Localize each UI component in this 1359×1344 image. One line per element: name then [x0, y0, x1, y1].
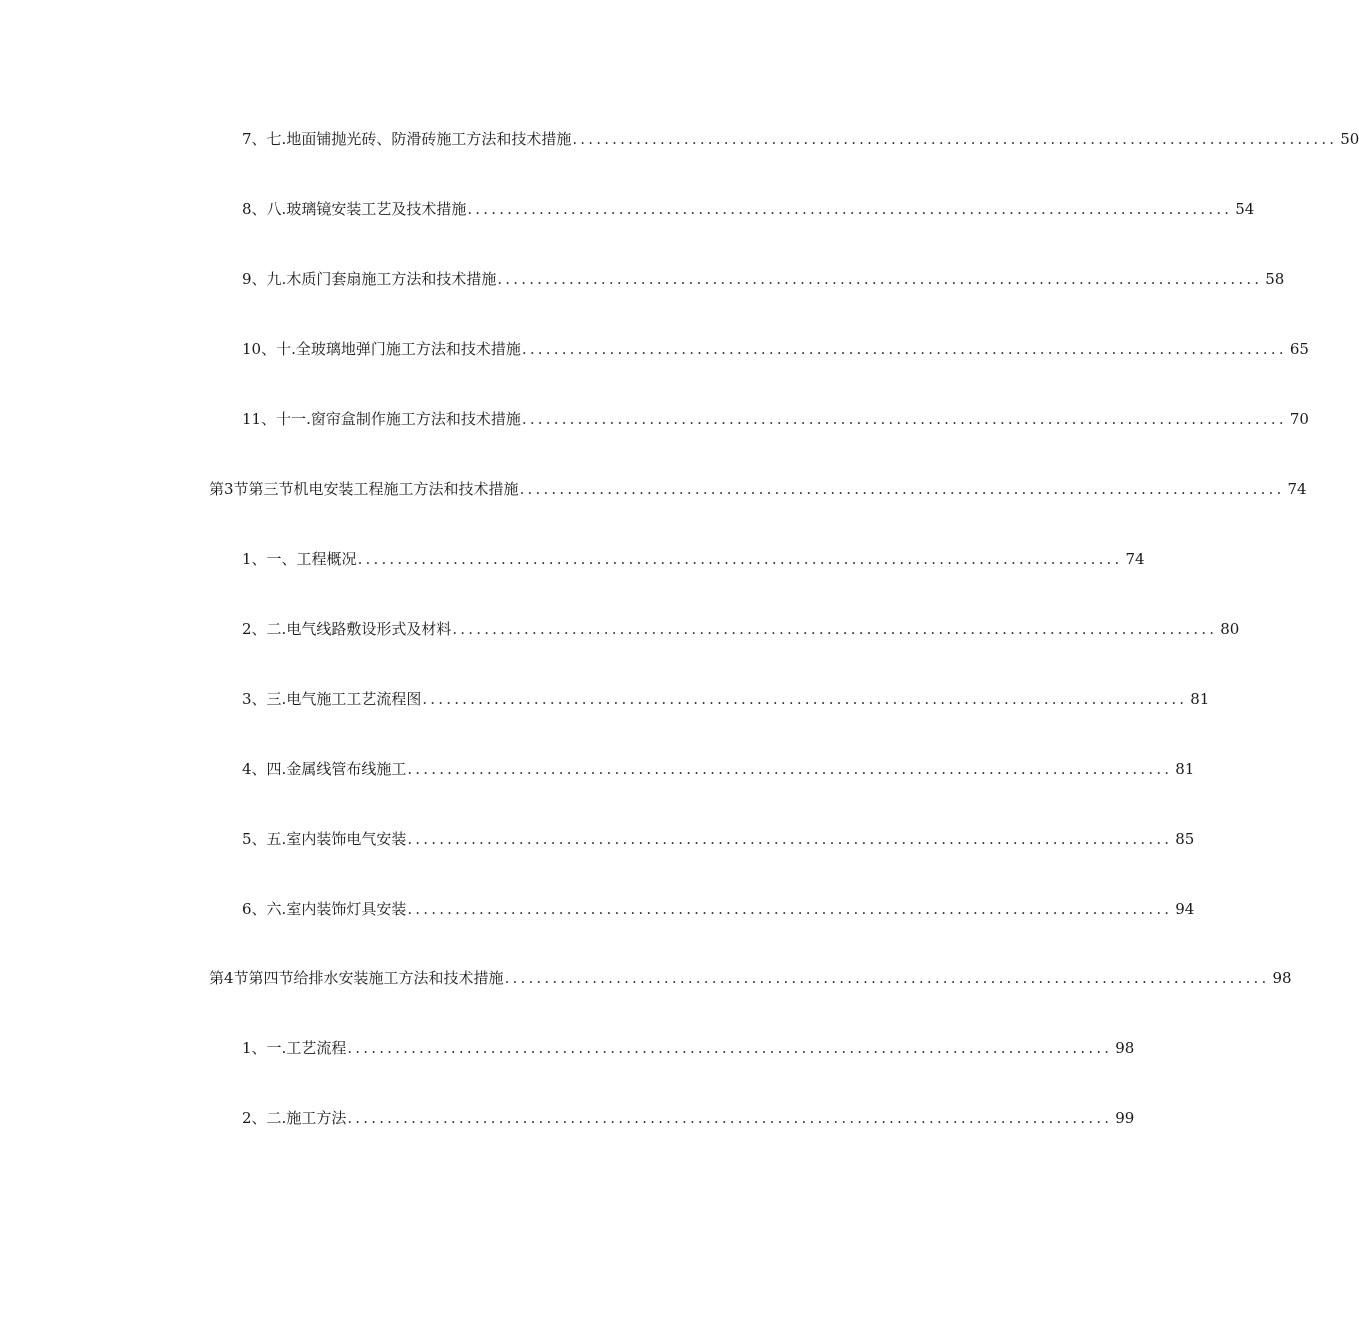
- toc-entry-number: 6、: [242, 900, 267, 918]
- dot-leader: ................................................................................................: [452, 620, 1218, 638]
- dot-leader: ................................................................................................: [407, 760, 1173, 778]
- toc-entry-page: 98: [1115, 1039, 1135, 1057]
- toc-entry-number: 第3节: [209, 480, 249, 498]
- toc-entry-page: 99: [1115, 1109, 1135, 1127]
- toc-entry-page: 65: [1289, 340, 1309, 358]
- dot-leader: ................................................................................................: [467, 200, 1233, 218]
- toc-entry-page: 81: [1175, 760, 1195, 778]
- toc-entry[interactable]: [242, 897, 1195, 921]
- toc-entry-page: 98: [1272, 969, 1292, 987]
- toc-entry-number: 7、: [242, 130, 267, 148]
- toc-entry-page: 54: [1235, 200, 1255, 218]
- toc-section-entry[interactable]: [209, 966, 1292, 990]
- dot-leader: ................................................................................................: [422, 690, 1188, 708]
- toc-entry-number: 1、: [242, 1039, 267, 1057]
- toc-entry[interactable]: [242, 197, 1255, 221]
- toc-entry-title: 九.木质门套扇施工方法和技术措施: [266, 270, 497, 288]
- toc-entry-title: 十.全玻璃地弹门施工方法和技术措施: [276, 340, 521, 358]
- dot-leader: ................................................................................................: [347, 1039, 1113, 1057]
- dot-leader: ................................................................................................: [572, 130, 1338, 148]
- toc-entry-page: 58: [1265, 270, 1285, 288]
- toc-entry[interactable]: [242, 1036, 1135, 1060]
- dot-leader: ................................................................................................: [347, 1109, 1113, 1127]
- toc-entry-page: 74: [1287, 480, 1307, 498]
- toc-entry-number: 2、: [242, 620, 267, 638]
- toc-entry-number: 3、: [242, 690, 267, 708]
- dot-leader: ................................................................................................: [521, 410, 1287, 428]
- toc-entry-title: 第四节给排水安装施工方法和技术措施: [248, 969, 504, 987]
- toc-entry-number: 2、: [242, 1109, 267, 1127]
- toc-entry-number: 9、: [242, 270, 267, 288]
- toc-entry-title: 二.电气线路敷设形式及材料: [266, 620, 452, 638]
- toc-entry-title: 三.电气施工工艺流程图: [266, 690, 422, 708]
- toc-entry[interactable]: [242, 407, 1309, 431]
- toc-entry-page: 70: [1289, 410, 1309, 428]
- dot-leader: ................................................................................................: [497, 270, 1263, 288]
- toc-entry-title: 六.室内装饰灯具安装: [266, 900, 407, 918]
- toc-entry-number: 10、: [242, 340, 277, 358]
- toc-entry-title: 八.玻璃镜安装工艺及技术措施: [266, 200, 467, 218]
- toc-entry-title: 一.工艺流程: [266, 1039, 347, 1057]
- toc-entry-number: 11、: [242, 410, 277, 428]
- toc-entry-title: 四.金属线管布线施工: [266, 760, 407, 778]
- toc-entry-title: 五.室内装饰电气安装: [266, 830, 407, 848]
- toc-entry[interactable]: [242, 267, 1285, 291]
- toc-entry-page: 74: [1125, 550, 1145, 568]
- toc-entry[interactable]: [242, 1106, 1135, 1130]
- toc-entry-number: 8、: [242, 200, 267, 218]
- toc-entry-title: 一、工程概况: [266, 550, 357, 568]
- toc-entry-page: 94: [1175, 900, 1195, 918]
- toc-entry-number: 5、: [242, 830, 267, 848]
- toc-entry-number: 1、: [242, 550, 267, 568]
- toc-entry[interactable]: [242, 337, 1309, 361]
- toc-entry[interactable]: [242, 757, 1195, 781]
- toc-section-entry[interactable]: [209, 477, 1307, 501]
- dot-leader: ................................................................................................: [519, 480, 1285, 498]
- dot-leader: ................................................................................................: [504, 969, 1270, 987]
- toc-entry-page: 81: [1190, 690, 1210, 708]
- toc-entry-page: 85: [1175, 830, 1195, 848]
- toc-entry-page: 50: [1340, 130, 1359, 148]
- toc-entry[interactable]: [242, 127, 1359, 151]
- dot-leader: ................................................................................................: [407, 900, 1173, 918]
- dot-leader: ................................................................................................: [407, 830, 1173, 848]
- toc-entry-title: 二.施工方法: [266, 1109, 347, 1127]
- toc-entry-title: 第三节机电安装工程施工方法和技术措施: [248, 480, 519, 498]
- toc-entry-number: 4、: [242, 760, 267, 778]
- toc-entry[interactable]: [242, 687, 1210, 711]
- toc-entry[interactable]: [242, 827, 1195, 851]
- toc-entry[interactable]: [242, 617, 1240, 641]
- toc-entry-title: 十一.窗帘盒制作施工方法和技术措施: [276, 410, 521, 428]
- dot-leader: ................................................................................................: [357, 550, 1123, 568]
- dot-leader: ................................................................................................: [521, 340, 1287, 358]
- toc-entry[interactable]: [242, 547, 1145, 571]
- toc-entry-page: 80: [1220, 620, 1240, 638]
- toc-entry-title: 七.地面铺抛光砖、防滑砖施工方法和技术措施: [266, 130, 572, 148]
- toc-entry-number: 第4节: [209, 969, 249, 987]
